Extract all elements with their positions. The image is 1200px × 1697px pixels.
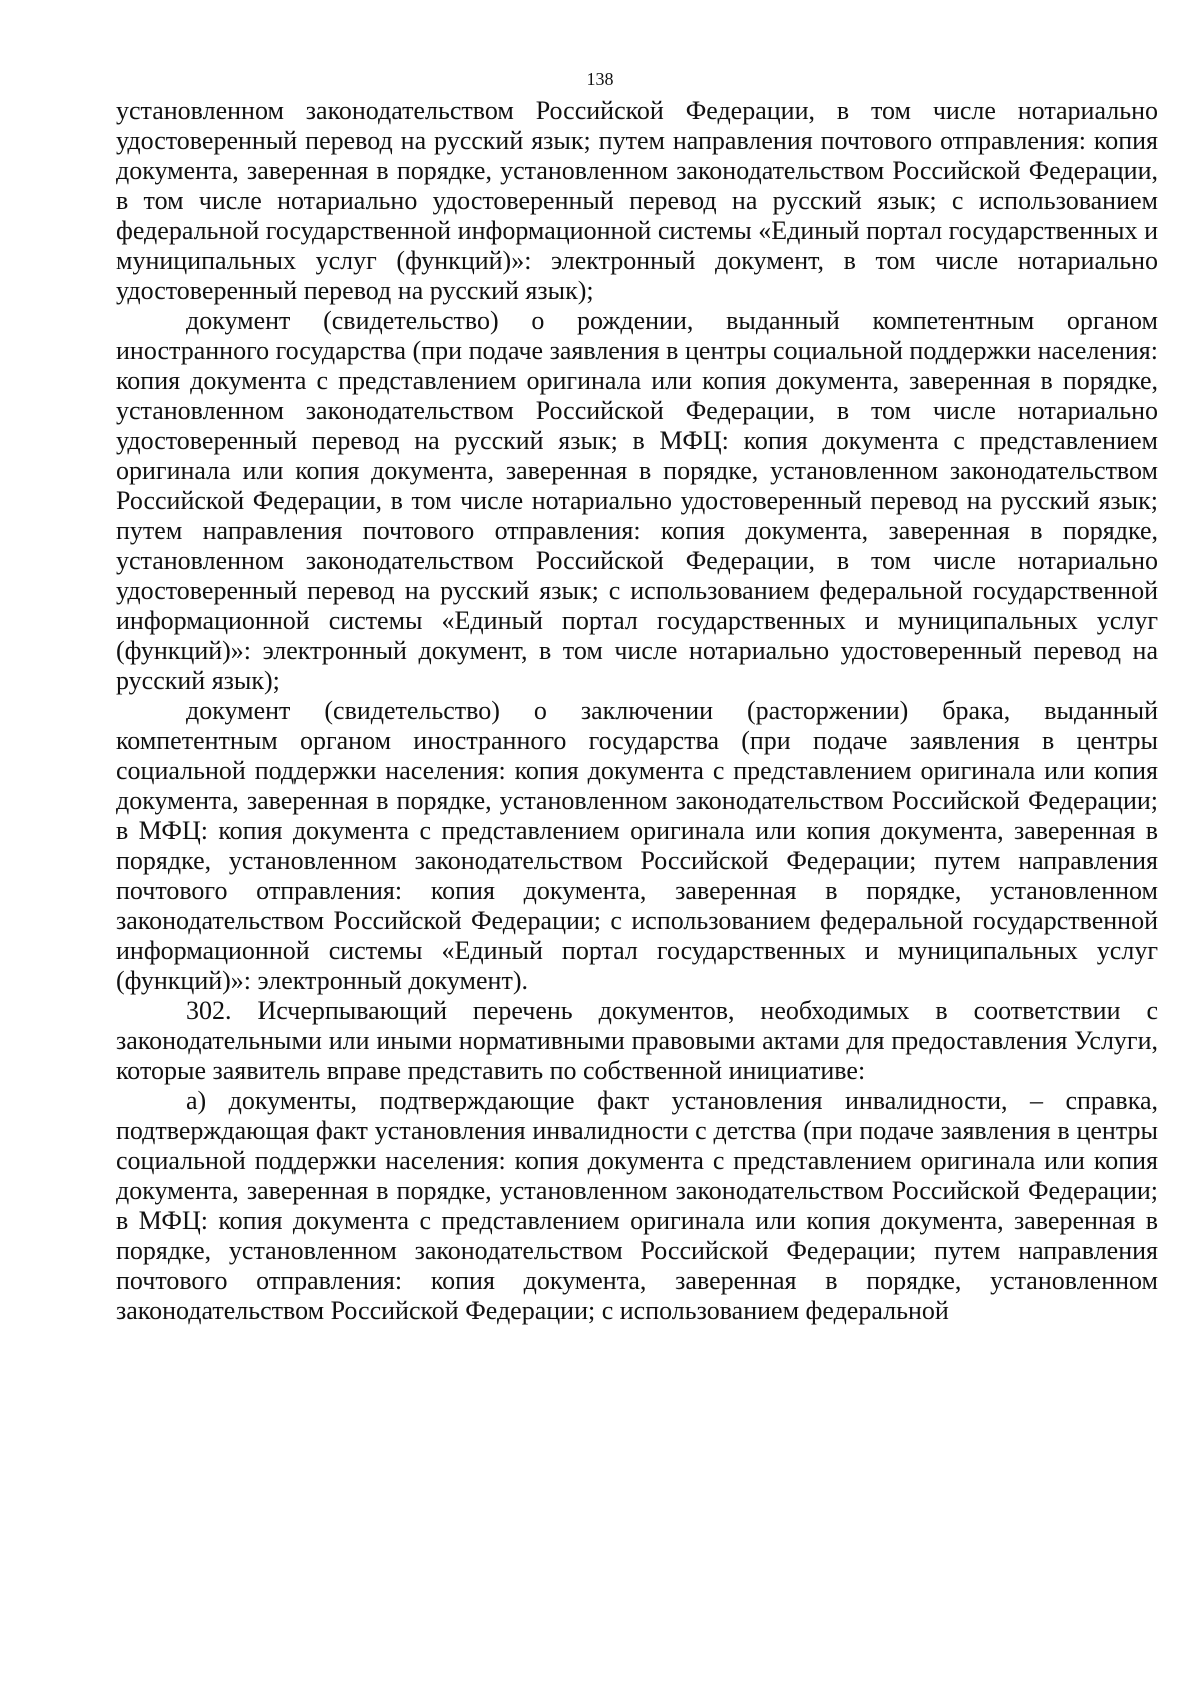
- paragraph-section-302: 302. Исчерпывающий перечень документов, необходимых в соответствии с законодательными или иными нормативными правовыми актами для предоставления Услуги, которые заявитель вправе представить по собственной инициативе:: [116, 996, 1158, 1085]
- paragraph-birth-certificate: документ (свидетельство) о рождении, выданный компетентным органом иностранного государства (при подаче заявления в центры социальной поддержки населения: копия документа с представлением оригинала или копия документа, заверенная в порядке, установленном законодательством Российской Федерации, в том числе нотариально удостоверенный перевод на русский язык; в МФЦ: копия документа с представлением оригинала или копия документа, заверенная в порядке, установленном законодательством Российской Федерации, в том числе нотариально удостоверенный перевод на русский язык; путем направления почтового отправления: копия документа, заверенная в порядке, установленном законодательством Российской Федерации, в том числе нотариально удостоверенный перевод на русский язык; с использованием федеральной государственной информационной системы «Единый портал государственных и муниципальных услуг (функций)»: электронный документ, в том числе нотариально удостоверенный перевод на русский язык);: [116, 306, 1158, 695]
- page-number: 138: [586, 69, 614, 89]
- paragraph-item-a-disability: а) документы, подтверждающие факт установления инвалидности, – справка, подтверждающая факт установления инвалидности с детства (при подаче заявления в центры социальной поддержки населения: копия документа с представлением оригинала или копия документа, заверенная в порядке, установленном законодательством Российской Федерации; в МФЦ: копия документа с представлением оригинала или копия документа, заверенная в порядке, установленном законодательством Российской Федерации; путем направления почтового отправления: копия документа, заверенная в порядке, установленном законодательством Российской Федерации; с использованием федеральной: [116, 1086, 1158, 1325]
- document-body: [116, 96, 1158, 1326]
- paragraph-marriage-certificate: документ (свидетельство) о заключении (расторжении) брака, выданный компетентным органом иностранного государства (при подаче заявления в центры социальной поддержки населения: копия документа с представлением оригинала или копия документа, заверенная в порядке, установленном законодательством Российской Федерации; в МФЦ: копия документа с представлением оригинала или копия документа, заверенная в порядке, установленном законодательством Российской Федерации; путем направления почтового отправления: копия документа, заверенная в порядке, установленном законодательством Российской Федерации; с использованием федеральной государственной информационной системы «Единый портал государственных и муниципальных услуг (функций)»: электронный документ).: [116, 696, 1158, 995]
- paragraph-continuation: установленном законодательством Российской Федерации, в том числе нотариально удостоверенный перевод на русский язык; путем направления почтового отправления: копия документа, заверенная в порядке, установленном законодательством Российской Федерации, в том числе нотариально удостоверенный перевод на русский язык; с использованием федеральной государственной информационной системы «Единый портал государственных и муниципальных услуг (функций)»: электронный документ, в том числе нотариально удостоверенный перевод на русский язык);: [116, 96, 1158, 305]
